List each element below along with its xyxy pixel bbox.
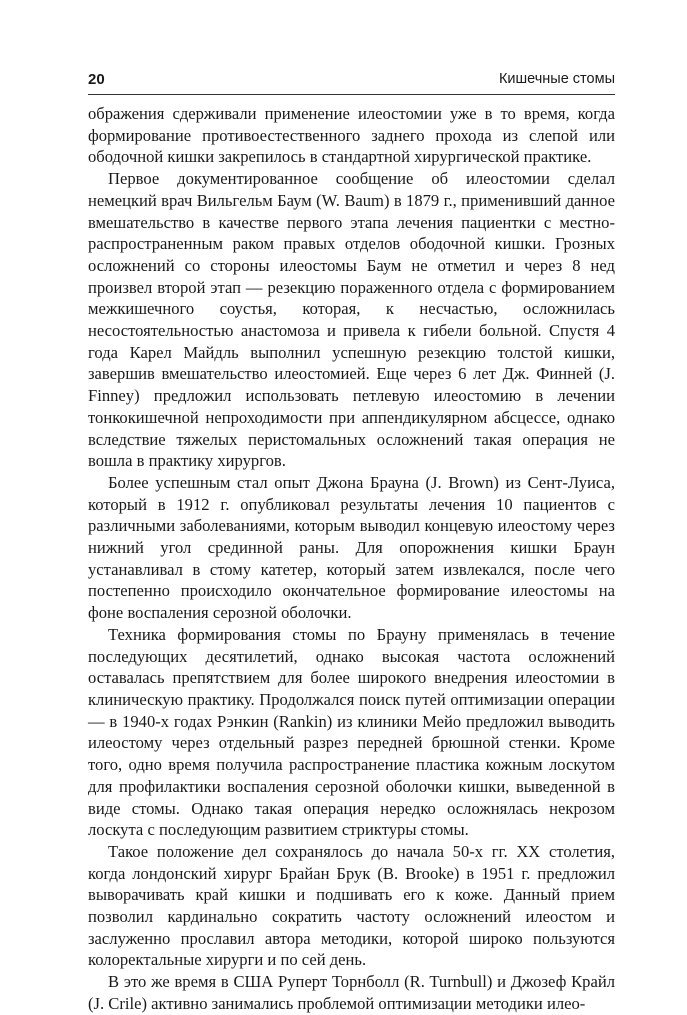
body-text (88, 103, 615, 1015)
paragraph-baum: Первое документированное сообщение об илеостомии сделал немецкий врач Вильгельм Баум (W. Baum) в 1879 г., применивший данное вмешательство в качестве первого этапа лечения пациентки с местно-распространенным раком правых отделов ободочной кишки. Грозных осложнений со стороны илеостомы Баум не отметил и через 8 нед произвел второй этап — резекцию пораженного отдела с формированием межкишечного соустья, которая, к несчастью, осложнилась несостоятельностью анастомоза и привела к гибели больной. Спустя 4 года Карел Майдль выполнил успешную резекцию толстой кишки, завершив вмешательство илеостомией. Еще через 6 лет Дж. Финней (J. Finney) предложил использовать петлевую илеостомию в лечении тонкокишечной непроходимости при аппендикулярном абсцессе, однако вследствие тяжелых перистомальных осложнений такая операция не вошла в практику хирургов. (88, 169, 615, 471)
paragraph-brown: Более успешным стал опыт Джона Брауна (J. Brown) из Сент-Луиса, который в 1912 г. опубликовал результаты лечения 10 пациентов с различными заболеваниями, которым выводил концевую илеостому через нижний угол срединной раны. Для опорожнения кишки Браун устанавливал в стому катетер, который затем извлекался, после чего постепенно происходило окончательное формирование илеостомы на фоне воспаления серозной оболочки. (88, 472, 615, 623)
paragraph-continuation: ображения сдерживали применение илеостомии уже в то время, когда формирование противоестественного заднего прохода из слепой или ободочной кишки закрепилось в стандартной хирургической практике. (88, 104, 615, 167)
running-title: Кишечные стомы (498, 71, 615, 87)
paragraph-technique: Техника формирования стомы по Брауну применялась в течение последующих десятилетий, однако высокая частота осложнений оставалась препятствием для более широкого внедрения илеостомии в клиническую практику. Продолжался поиск путей оптимизации операции — в 1940-х годах Рэнкин (Rankin) из клиники Мейо предложил выводить илеостому через отдельный разрез передней брюшной стенки. Кроме того, одно время получила распространение пластика кожным лоскутом для профилактики воспаления серозной оболочки кишки, выведенной в виде стомы. Однако такая операция нередко осложнялась некрозом лоскута с последующим развитием стриктуры стомы. (88, 624, 615, 840)
page-number: 20 (88, 71, 105, 88)
paragraph-turnbull: В это же время в США Руперт Торнболл (R. Turnbull) и Джозеф Крайл (J. Crile) активно занимались проблемой оптимизации методики илео- (88, 972, 615, 1013)
page-header (88, 70, 615, 95)
paragraph-brooke: Такое положение дел сохранялось до начала 50-х гг. XX столетия, когда лондонский хирург Брайан Брук (B. Brooke) в 1951 г. предложил выворачивать край кишки и подшивать его к коже. Данный прием позволил кардинально сократить частоту осложнений илеостом и заслуженно прославил автора методики, которой широко пользуются колоректальные хирурги и по сей день. (88, 841, 615, 970)
